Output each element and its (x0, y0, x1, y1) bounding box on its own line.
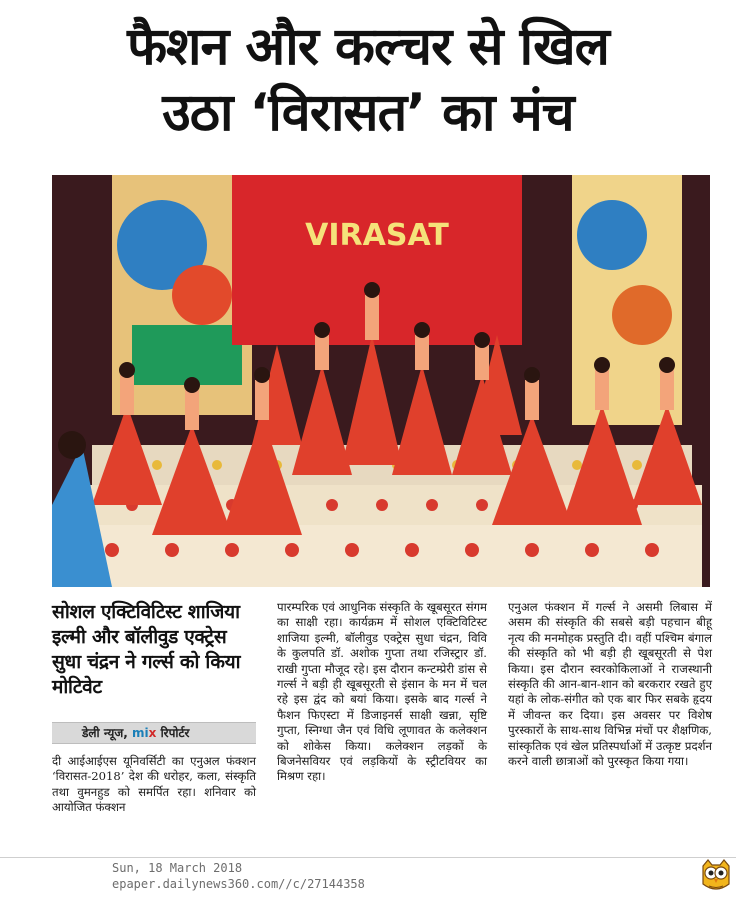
footer-date: Sun, 18 March 2018 (112, 861, 243, 875)
byline-prefix: डेली न्यूज, (82, 726, 128, 740)
footer (112, 860, 365, 892)
column-1 (52, 600, 256, 816)
stage-banner-text: VIRASAT (305, 218, 449, 253)
footer-url[interactable]: epaper.dailynews360.com//c/27144358 (112, 877, 365, 891)
byline-mix-part-2: x (148, 726, 157, 740)
byline (52, 722, 256, 744)
column-3 (508, 600, 712, 769)
headline (20, 14, 716, 146)
headline-line-2: उठा ‘विरासत’ का मंच (162, 83, 574, 143)
column-2 (277, 600, 487, 785)
footer-divider (0, 857, 736, 858)
column-3-body: एनुअल फंक्शन में गर्ल्स ने असमी लिबास में असम की संस्कृति की सबसे बड़ी पहचान बीहू नृत्य की मनमोहक प्रस्तुति दी। वहीं पश्चिम बंगाल की संस्कृति को भी बड़ी ही खूबसूरती से पेश किया। इस दौरान स्वरकोकिलाओं ने राजस्थानी संस्कृति की आन-बान-शान को बरकरार रखते हुए यहां के लोक-संगीत को एक बार फिर सबके हृदय में जीवन्त कर दिया। इस अवसर पर विशेष पुरस्कारों के साथ-साथ विभिन्न मंचों पर शैक्षणिक, सांस्कृतिक एवं खेल प्रतिस्पर्धाओं में उत्कृष्ट प्रदर्शन करने वाली छात्राओं को पुरस्कृत किया गया। (508, 600, 712, 769)
byline-mix-part-1: mi (132, 726, 149, 740)
owl-logo-icon[interactable] (699, 858, 733, 894)
column-2-body: पारम्परिक एवं आधुनिक संस्कृति के खूबसूरत संगम का साक्षी रहा। कार्यक्रम में सोशल एक्टिविटिस्ट शाजिया इल्मी, बॉलीवुड एक्ट्रेस सुधा चंद्रन, विवि के कुलपति डॉ. अशोक गुप्ता तथा रजिस्ट्रार डॉ. राखी गुप्ता मौजूद रहे। इस दौरान कन्टम्प्रेरी डांस से गर्ल्स ने बड़ी ही खूबसूरती से इंसान के मन में चल रहे इस द्वंद को बयां किया। इसके बाद गर्ल्स ने फैशन फिएस्टा में डिजाइनर्स साक्षी खन्ना, सृष्टि गुप्ता, स्निग्धा जैन एवं विधि लूणावत के कलेक्शन को शोकेस किया। कलेक्शन लड़कों के बिजनेसवियर एवं लड़कियों के स्ट्रीटवियर का मिश्रण रहा। (277, 600, 487, 784)
article-photo (52, 175, 710, 587)
subheadline: सोशल एक्टिविटिस्ट शाजिया इल्मी और बॉलीवुड एक्ट्रेस सुधा चंद्रन ने गर्ल्स को किया मोटिवेट (52, 601, 241, 698)
byline-suffix: रिपोर्टर (160, 726, 190, 740)
headline-line-1: फैशन और कल्चर से खिल (127, 17, 609, 77)
column-1-body: दी आईआईएस यूनिवर्सिटी का एनुअल फंक्शन ‘विरासत-2018’ देश की धरोहर, कला, संस्कृति तथा वुमनहुड को समर्पित रहा। शनिवार को आयोजित फंक्शन (52, 754, 256, 815)
